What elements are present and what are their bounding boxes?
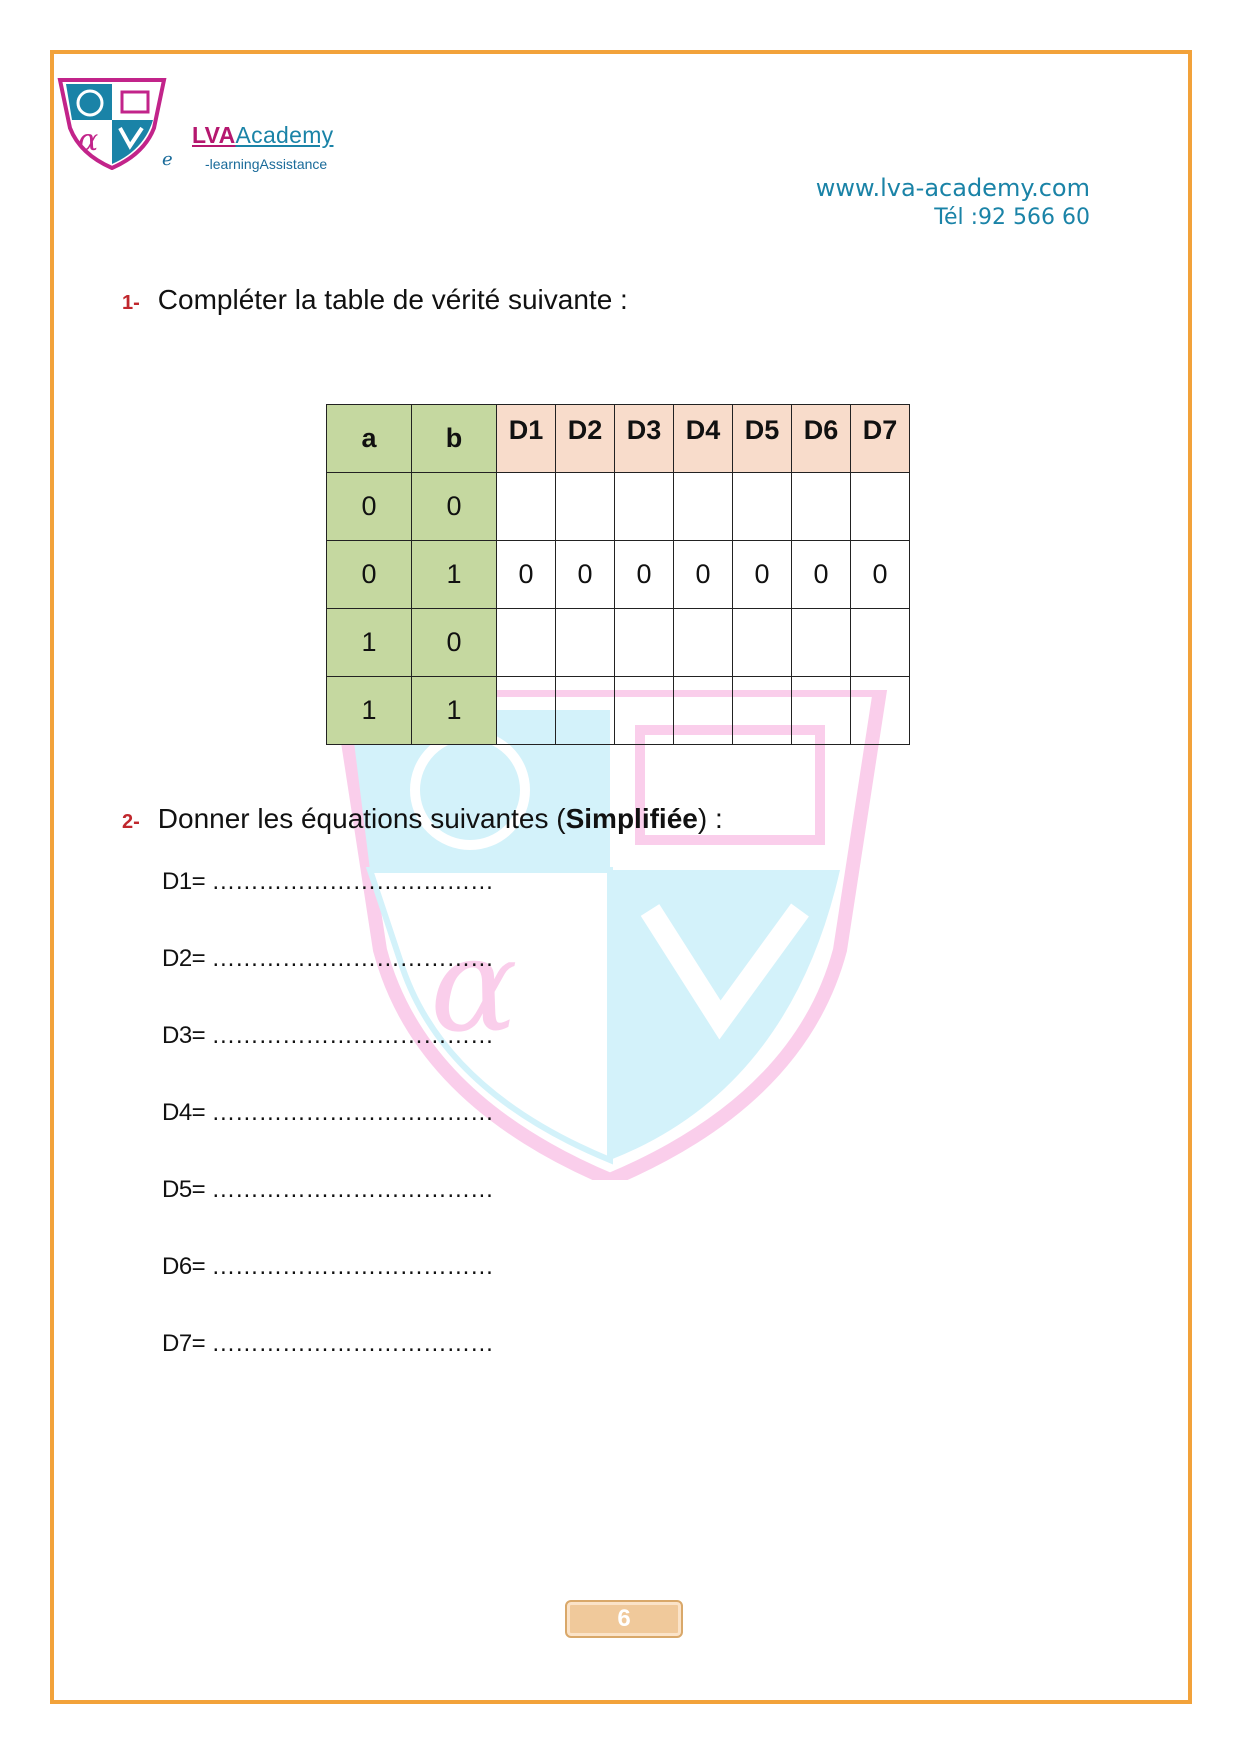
table-cell: 0: [556, 541, 615, 609]
header-cell-d7: D7: [851, 405, 910, 473]
page-number-badge: 6: [565, 1600, 683, 1638]
equation-d4[interactable]: D4= ………………………………: [162, 1099, 494, 1126]
brand-tagline: -learningAssistance: [205, 156, 328, 172]
table-cell: 0: [733, 541, 792, 609]
brand-academy: Academy: [235, 122, 334, 148]
table-cell: 0: [412, 473, 497, 541]
header-cell-d6: D6: [792, 405, 851, 473]
table-cell[interactable]: [851, 473, 910, 541]
question-1: [122, 284, 628, 316]
question-2: [122, 803, 723, 835]
brand-name: [192, 122, 333, 149]
table-row: [327, 609, 910, 677]
table-cell: 0: [615, 541, 674, 609]
header-cell-d3: D3: [615, 405, 674, 473]
table-row: [327, 677, 910, 745]
table-cell: 0: [851, 541, 910, 609]
equation-d6[interactable]: D6= ………………………………: [162, 1253, 494, 1280]
website-link[interactable]: www.lva-academy.com: [815, 174, 1090, 202]
table-cell[interactable]: [733, 609, 792, 677]
question-1-text: Compléter la table de vérité suivante :: [157, 284, 628, 315]
question-1-number: 1-: [122, 292, 140, 314]
brand-lva: LVA: [192, 122, 236, 148]
equation-d1[interactable]: D1= ………………………………: [162, 868, 494, 895]
header-cell-d2: D2: [556, 405, 615, 473]
equation-d2[interactable]: D2= ………………………………: [162, 945, 494, 972]
header-cell-d4: D4: [674, 405, 733, 473]
table-cell[interactable]: [556, 473, 615, 541]
table-cell: 1: [327, 677, 412, 745]
table-cell[interactable]: [556, 677, 615, 745]
equation-d3[interactable]: D3= ………………………………: [162, 1022, 494, 1049]
contact-info: [816, 173, 1090, 233]
table-cell[interactable]: [497, 609, 556, 677]
truth-table: [326, 404, 910, 745]
table-cell[interactable]: [851, 677, 910, 745]
table-cell: 0: [327, 541, 412, 609]
table-cell: 1: [412, 541, 497, 609]
header-cell-a: a: [327, 405, 412, 473]
svg-text:α: α: [78, 123, 99, 158]
table-cell: 1: [412, 677, 497, 745]
question-2-text-end: ) :: [697, 803, 723, 834]
question-2-bold: Simplifiée: [565, 803, 698, 834]
table-row: [327, 473, 910, 541]
table-cell: 0: [327, 473, 412, 541]
table-cell[interactable]: [792, 677, 851, 745]
table-header-row: [327, 405, 910, 473]
question-2-text: Donner les équations suivantes (: [157, 803, 566, 834]
header-cell-d5: D5: [733, 405, 792, 473]
table-cell[interactable]: [674, 609, 733, 677]
equation-d7[interactable]: D7= ………………………………: [162, 1330, 494, 1357]
table-cell[interactable]: [615, 677, 674, 745]
phone-number: Tél :92 566 60: [934, 205, 1090, 230]
table-cell[interactable]: [792, 609, 851, 677]
svg-text:α: α: [430, 909, 518, 1061]
table-cell: 0: [412, 609, 497, 677]
question-2-number: 2-: [122, 811, 140, 833]
table-cell[interactable]: [497, 677, 556, 745]
table-cell[interactable]: [674, 473, 733, 541]
brand-e-letter: e: [162, 149, 173, 170]
table-cell[interactable]: [615, 473, 674, 541]
table-cell[interactable]: [497, 473, 556, 541]
header-cell-d1: D1: [497, 405, 556, 473]
equations-list: [162, 868, 493, 1407]
table-cell[interactable]: [674, 677, 733, 745]
header-cell-b: b: [412, 405, 497, 473]
table-cell[interactable]: [733, 473, 792, 541]
table-row: [327, 541, 910, 609]
lva-academy-logo: [56, 78, 168, 170]
table-cell: 1: [327, 609, 412, 677]
table-cell[interactable]: [615, 609, 674, 677]
equation-d5[interactable]: D5= ………………………………: [162, 1176, 494, 1203]
table-cell: 0: [792, 541, 851, 609]
table-cell: 0: [674, 541, 733, 609]
table-cell[interactable]: [556, 609, 615, 677]
table-cell[interactable]: [792, 473, 851, 541]
table-cell: 0: [497, 541, 556, 609]
table-cell[interactable]: [733, 677, 792, 745]
table-cell[interactable]: [851, 609, 910, 677]
